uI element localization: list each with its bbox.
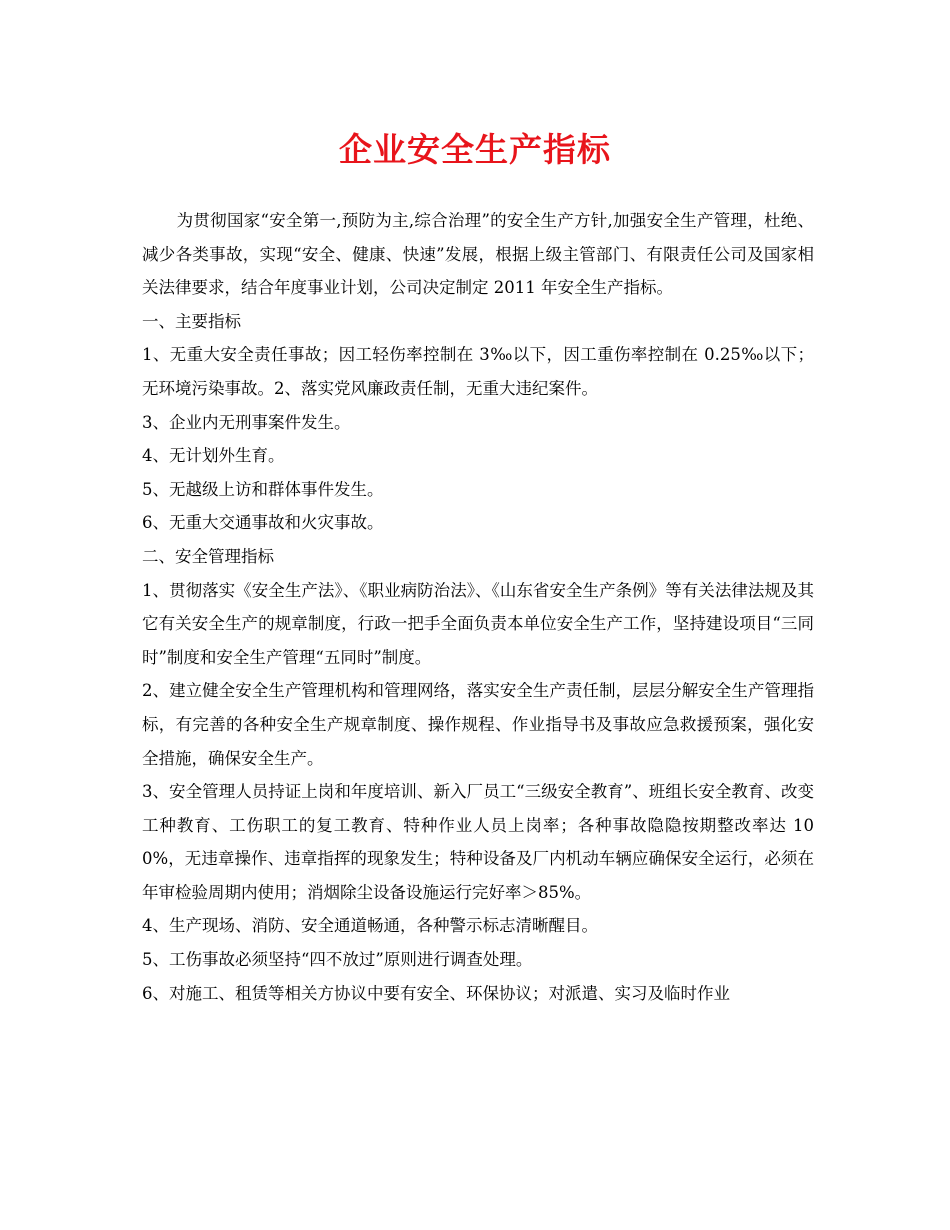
list-item: 4、生产现场、消防、安全通道畅通，各种警示标志清晰醒目。 bbox=[142, 916, 598, 936]
list-item: 4、无计划外生育。 bbox=[142, 446, 285, 466]
intro-paragraph: 为贯彻国家“安全第一,预防为主,综合治理”的安全生产方针,加强安全生产管理，杜绝、减少各类事故，实现“安全、健康、快速”发展，根据上级主管部门、有限责任公司及国家相关法律要求，结合年度事业计划，公司决定制定 2011 年安全生产指标。 bbox=[142, 211, 814, 298]
document-title: 企业安全生产指标 bbox=[339, 130, 611, 169]
list-item: 2、建立健全安全生产管理机构和管理网络，落实安全生产责任制，层层分解安全生产管理指标，有完善的各种安全生产规章制度、操作规程、作业指导书及事故应急救援预案，强化安全措施，确保安全生产。 bbox=[142, 681, 814, 768]
list-item: 5、工伤事故必须坚持“四不放过”原则进行调查处理。 bbox=[142, 950, 533, 970]
section-heading-safety-management: 二、安全管理指标 bbox=[142, 546, 274, 566]
list-item: 3、安全管理人员持证上岗和年度培训、新入厂员工“三级安全教育”、班组长安全教育、改变工种教育、工伤职工的复工教育、特种作业人员上岗率；各种事故隐隐按期整改率达 100%，无违章操作、违章指挥的现象发生；特种设备及厂内机动车辆应确保安全运行，必须在年审检验周期内使用；消烟除尘设备设施运行完好率＞85%。 bbox=[142, 782, 814, 902]
section-heading-main-indicators: 一、主要指标 bbox=[142, 311, 241, 331]
list-item: 5、无越级上访和群体事件发生。 bbox=[142, 479, 384, 499]
list-item: 1、无重大安全责任事故；因工轻伤率控制在 3‰以下，因工重伤率控制在 0.25‰以下；无环境污染事故。2、落实党风廉政责任制，无重大违纪案件。 bbox=[142, 345, 814, 398]
list-item: 6、无重大交通事故和火灾事故。 bbox=[142, 513, 384, 533]
list-item: 3、企业内无刑事案件发生。 bbox=[142, 412, 351, 432]
list-item: 6、对施工、租赁等相关方协议中要有安全、环保协议；对派遣、实习及临时作业 bbox=[142, 983, 730, 1003]
document-body bbox=[142, 204, 814, 1010]
list-item: 1、贯彻落实《安全生产法》、《职业病防治法》、《山东省安全生产条例》等有关法律法规及其它有关安全生产的规章制度，行政一把手全面负责本单位安全生产工作，坚持建设项目“三同时”制度和安全生产管理“五同时”制度。 bbox=[142, 580, 814, 667]
